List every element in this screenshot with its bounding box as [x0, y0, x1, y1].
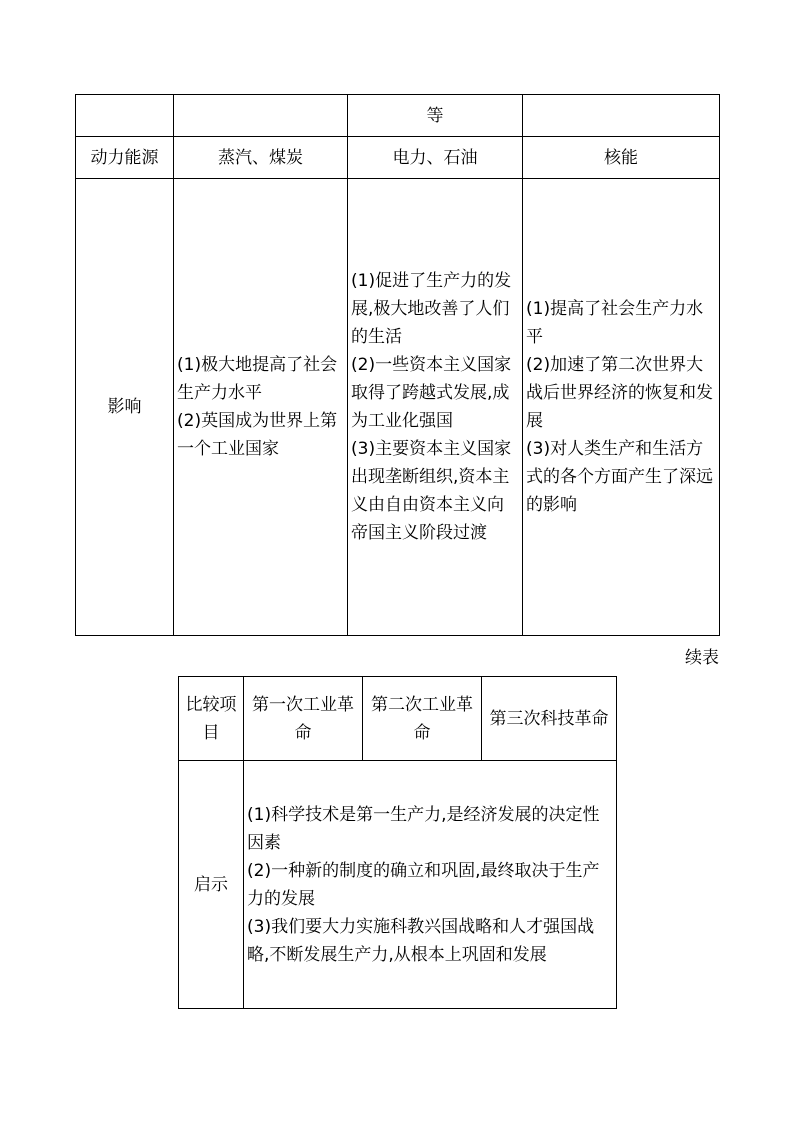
header-cell-first-revolution: 第一次工业革命 — [244, 677, 363, 761]
list-item: (1)提高了社会生产力水平 — [526, 299, 704, 347]
row-label-impact: 影响 — [76, 179, 174, 636]
table-row-continuation — [76, 95, 720, 137]
table-cell: 核能 — [523, 137, 720, 179]
header-cell-third-revolution: 第三次科技革命 — [482, 677, 617, 761]
table-cell — [523, 179, 720, 636]
header-cell-comparison-item: 比较项目 — [179, 677, 244, 761]
list-item: (3)对人类生产和生活方式的各个方面产生了深远的影响 — [526, 439, 713, 515]
list-item: (2)一种新的制度的确立和巩固,最终取决于生产力的发展 — [247, 860, 600, 909]
comparison-table-continued — [75, 94, 720, 636]
list-item: (2)一些资本主义国家取得了跨越式发展,成为工业化强国 — [351, 355, 512, 431]
table-row-insight — [179, 761, 617, 1009]
list-item: (2)英国成为世界上第一个工业国家 — [177, 411, 338, 459]
table-cell — [523, 95, 720, 137]
row-label-insight: 启示 — [179, 761, 244, 1009]
comparison-table-second-part — [178, 676, 617, 1009]
table-cell-merged — [244, 761, 617, 1009]
table-cell: 蒸汽、煤炭 — [174, 137, 348, 179]
table-cell — [174, 179, 348, 636]
continued-table-label: 续表 — [685, 648, 719, 668]
list-item: (2)加速了第二次世界大战后世界经济的恢复和发展 — [526, 355, 713, 431]
header-cell-second-revolution: 第二次工业革命 — [363, 677, 482, 761]
table-cell — [174, 95, 348, 137]
table-row-power-source — [76, 137, 720, 179]
table-cell — [76, 95, 174, 137]
list-item: (1)促进了生产力的发展,极大地改善了人们的生活 — [351, 271, 512, 347]
table-cell — [348, 179, 523, 636]
table-cell: 等 — [348, 95, 523, 137]
list-item: (3)我们要大力实施科教兴国战略和人才强国战略,不断发展生产力,从根本上巩固和发展 — [247, 916, 595, 965]
list-item: (3)主要资本主义国家出现垄断组织,资本主义由自由资本主义向帝国主义阶段过渡 — [351, 439, 512, 543]
table-row-impact — [76, 179, 720, 636]
row-label-power-source: 动力能源 — [76, 137, 174, 179]
table-header-row — [179, 677, 617, 761]
list-item: (1)科学技术是第一生产力,是经济发展的决定性因素 — [247, 804, 600, 853]
table-cell: 电力、石油 — [348, 137, 523, 179]
list-item: (1)极大地提高了社会生产力水平 — [177, 355, 338, 403]
